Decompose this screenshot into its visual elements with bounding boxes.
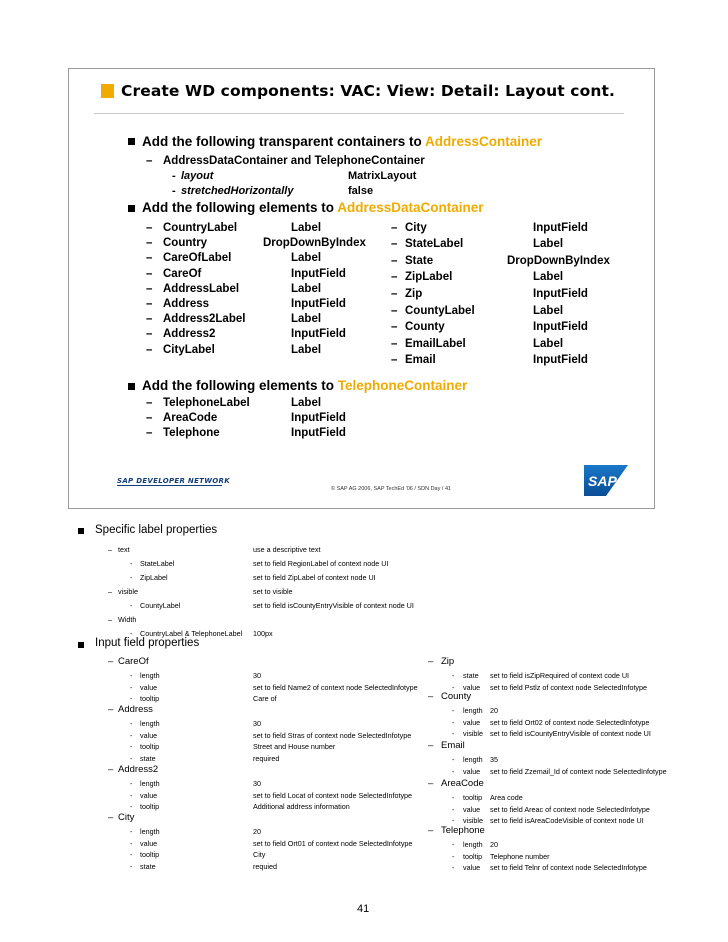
element-type: Label <box>533 238 564 250</box>
field-dash: – <box>108 656 114 667</box>
field-prop-value: 20 <box>253 827 261 836</box>
dash: – <box>146 155 153 167</box>
field-dash: – <box>428 740 434 751</box>
field-prop-value: set to field Locat of context node SelectedInfotype <box>253 790 413 800</box>
bullet-3-target: TelephoneContainer <box>337 378 468 393</box>
field-prop-value: set to field Ort02 of context node SelectedInfotype <box>490 717 650 727</box>
element-dash: – <box>391 305 398 317</box>
page-number: 41 <box>357 903 370 915</box>
field-prop-value: 30 <box>253 719 261 728</box>
bullet-3 <box>142 378 467 393</box>
sub-dash: - <box>452 804 455 814</box>
sub-dash: - <box>452 706 455 715</box>
field-name: Email <box>441 740 465 751</box>
sub-dash: - <box>130 601 133 610</box>
label-prop-key: visible <box>118 587 138 596</box>
element-type: Label <box>291 283 322 295</box>
element-name: State <box>405 255 434 267</box>
notes-bullet-square <box>78 642 84 648</box>
input-props-heading: Input field properties <box>95 637 200 649</box>
prop-name: stretchedHorizontally <box>181 185 294 197</box>
element-dash: – <box>146 222 153 234</box>
field-prop-key: length <box>140 719 160 728</box>
sap-logo <box>584 465 628 496</box>
sub-dash: - <box>130 559 133 568</box>
element-type: InputField <box>291 298 346 310</box>
field-prop-key: value <box>463 863 481 873</box>
field-prop-key: length <box>140 779 160 788</box>
element-dash: – <box>146 344 153 356</box>
field-prop-key: state <box>140 754 156 764</box>
label-prop-key: text <box>118 545 130 554</box>
element-name: AreaCode <box>163 412 218 424</box>
element-name: Address2Label <box>163 313 246 325</box>
bullet-2 <box>142 200 484 215</box>
field-prop-key: state <box>463 671 479 680</box>
field-prop-value: Additional address information <box>253 802 350 812</box>
element-type: InputField <box>291 427 346 439</box>
field-prop-key: value <box>140 682 158 692</box>
element-dash: – <box>391 238 398 250</box>
field-prop-key: tooltip <box>463 793 483 802</box>
field-dash: – <box>428 825 434 836</box>
field-name: Telephone <box>441 825 485 836</box>
bullet-square <box>128 205 135 212</box>
sub-dash: - <box>130 827 133 836</box>
element-name: CountryLabel <box>163 222 238 234</box>
field-name: City <box>118 812 135 823</box>
title-divider <box>94 113 624 114</box>
label-subprop-value: set to field isCountyEntryVisible of context node UI <box>253 601 414 610</box>
sap-logo-text: SAP <box>588 473 617 489</box>
field-prop-key: tooltip <box>463 851 483 861</box>
element-dash: – <box>146 427 153 439</box>
element-name: AddressLabel <box>163 283 240 295</box>
element-dash: – <box>391 354 398 366</box>
field-prop-value: set to field isCountyEntryVisible of context node UI <box>490 729 651 739</box>
element-type: InputField <box>291 268 346 280</box>
sub-dash: - <box>130 779 133 788</box>
prop-dash: – <box>108 545 112 554</box>
element-dash: – <box>146 412 153 424</box>
field-prop-key: length <box>140 827 160 836</box>
sub-dash: - <box>130 719 133 728</box>
bullet-1-sub: AddressDataContainer and TelephoneContainer <box>163 155 425 167</box>
bullet-square <box>128 383 135 390</box>
element-dash: – <box>146 313 153 325</box>
field-prop-key: value <box>140 790 158 800</box>
sub-dash: - <box>452 682 455 692</box>
slide-title: Create WD components: VAC: View: Detail: Layout cont. <box>121 82 615 100</box>
sub-dash: - <box>130 754 133 764</box>
element-type: InputField <box>533 321 588 333</box>
element-name: ZipLabel <box>405 271 453 283</box>
prop-value: MatrixLayout <box>348 170 417 182</box>
sub-dash: - <box>452 793 455 802</box>
field-prop-value: Area code <box>490 793 523 802</box>
sub-dash: - <box>130 682 133 692</box>
field-prop-key: length <box>463 706 483 715</box>
element-dash: – <box>146 252 153 264</box>
prop-dash: - <box>172 185 176 197</box>
element-dash: – <box>391 338 398 350</box>
sub-dash: - <box>130 671 133 680</box>
element-name: Country <box>163 237 208 249</box>
field-prop-value: set to field Ort01 of context node SelectedInfotype <box>253 838 413 848</box>
field-prop-key: visible <box>463 816 483 826</box>
element-name: CountyLabel <box>405 305 475 317</box>
field-prop-value: Telephone number <box>490 851 550 861</box>
field-name: AreaCode <box>441 778 484 789</box>
label-subprop-value: 100px <box>253 629 273 638</box>
element-type: Label <box>291 222 322 234</box>
bullet-2-target: AddressDataContainer <box>337 200 484 215</box>
field-prop-value: 30 <box>253 779 261 788</box>
sub-dash: - <box>130 790 133 800</box>
element-type: InputField <box>291 412 346 424</box>
field-prop-key: state <box>140 862 156 872</box>
field-prop-value: 35 <box>490 755 498 764</box>
label-prop-key: Width <box>118 615 137 624</box>
field-prop-value: set to field Stras of context node SelectedInfotype <box>253 730 412 740</box>
bullet-1-text: Add the following transparent containers to <box>142 134 426 149</box>
bullet-3-text: Add the following elements to <box>142 378 338 393</box>
label-prop-value: set to visible <box>253 587 293 596</box>
sdn-logo: SAP DEVELOPER NETWORK <box>117 477 230 485</box>
field-dash: – <box>108 764 114 775</box>
element-name: CareOfLabel <box>163 252 232 264</box>
field-name: CareOf <box>118 656 149 667</box>
bullet-square <box>128 138 135 145</box>
field-prop-key: tooltip <box>140 802 160 812</box>
field-prop-key: value <box>463 766 481 776</box>
field-prop-key: value <box>140 838 158 848</box>
field-prop-key: value <box>463 682 481 692</box>
field-prop-value: set to field Zzemail_Id of context node SelectedInfotype <box>490 766 667 776</box>
label-subprop-key: StateLabel <box>140 559 175 568</box>
field-prop-key: tooltip <box>140 850 160 860</box>
field-dash: – <box>108 704 114 715</box>
prop-dash: – <box>108 615 112 624</box>
sub-dash: - <box>452 766 455 776</box>
element-type: DropDownByIndex <box>507 255 610 267</box>
sub-dash: - <box>452 717 455 727</box>
field-prop-value: set to field isAreaCodeVisible of context node UI <box>490 816 644 826</box>
element-name: Telephone <box>163 427 220 439</box>
prop-dash: - <box>172 170 176 182</box>
element-name: Email <box>405 354 436 366</box>
prop-value: false <box>348 185 374 197</box>
field-prop-value: City <box>253 850 266 860</box>
field-prop-value: required <box>253 754 280 764</box>
label-subprop-value: set to field RegionLabel of context node UI <box>253 559 389 568</box>
field-prop-key: length <box>140 671 160 680</box>
label-subprop-key: CountyLabel <box>140 601 181 610</box>
element-name: CityLabel <box>163 344 215 356</box>
element-type: Label <box>291 252 322 264</box>
element-dash: – <box>146 298 153 310</box>
field-prop-value: Care of <box>253 694 277 704</box>
element-name: Zip <box>405 288 423 300</box>
label-props-heading: Specific label properties <box>95 524 218 536</box>
field-prop-key: visible <box>463 729 483 739</box>
slide-copyright: © SAP AG 2006, SAP TechEd '06 / SDN Day / 41 <box>331 486 452 492</box>
sub-dash: - <box>452 671 455 680</box>
sub-dash: - <box>130 694 133 704</box>
sub-dash: - <box>130 838 133 848</box>
element-type: InputField <box>291 328 346 340</box>
field-dash: – <box>428 778 434 789</box>
bullet-1 <box>142 134 542 149</box>
field-prop-key: tooltip <box>140 694 160 704</box>
field-prop-value: requied <box>253 862 277 872</box>
sub-dash: - <box>130 742 133 752</box>
field-prop-key: length <box>463 840 483 849</box>
element-dash: – <box>391 288 398 300</box>
element-name: City <box>405 222 427 234</box>
element-name: Address <box>163 298 210 310</box>
label-prop-value: use a descriptive text <box>253 545 321 554</box>
prop-dash: – <box>108 587 112 596</box>
sub-dash: - <box>130 850 133 860</box>
element-type: InputField <box>533 354 588 366</box>
field-prop-key: value <box>463 804 481 814</box>
element-name: Address2 <box>163 328 216 340</box>
sub-dash: - <box>452 840 455 849</box>
sub-dash: - <box>452 863 455 873</box>
sub-dash: - <box>452 816 455 826</box>
element-dash: – <box>391 271 398 283</box>
element-type: DropDownByIndex <box>263 237 366 249</box>
label-subprop-key: ZipLabel <box>140 573 168 582</box>
sub-dash: - <box>130 862 133 872</box>
element-name: County <box>405 321 445 333</box>
sdn-logo-underline <box>117 485 222 486</box>
field-dash: – <box>428 691 434 702</box>
element-type: Label <box>291 313 322 325</box>
element-type: Label <box>533 338 564 350</box>
element-name: StateLabel <box>405 238 464 250</box>
field-prop-value: Street and House number <box>253 742 336 752</box>
field-prop-value: 30 <box>253 671 261 680</box>
element-name: TelephoneLabel <box>163 397 250 409</box>
bullet-1-target: AddressContainer <box>425 134 543 149</box>
field-dash: – <box>108 812 114 823</box>
element-name: EmailLabel <box>405 338 466 350</box>
element-dash: – <box>391 321 398 333</box>
element-name: CareOf <box>163 268 202 280</box>
sub-dash: - <box>130 573 133 582</box>
element-dash: – <box>146 397 153 409</box>
element-dash: – <box>146 328 153 340</box>
element-type: Label <box>291 344 322 356</box>
field-prop-value: 20 <box>490 840 498 849</box>
field-prop-value: set to field Pstlz of context node SelectedInfotype <box>490 682 648 692</box>
element-dash: – <box>391 255 398 267</box>
field-prop-key: length <box>463 755 483 764</box>
element-type: InputField <box>533 288 588 300</box>
field-name: Address2 <box>118 764 159 775</box>
title-bullet-square <box>101 84 114 98</box>
element-dash: – <box>391 222 398 234</box>
field-name: Zip <box>441 656 455 667</box>
field-dash: – <box>428 656 434 667</box>
sub-dash: - <box>452 755 455 764</box>
sub-dash: - <box>130 730 133 740</box>
field-prop-value: set to field Areac of context node SelectedInfotype <box>490 804 650 814</box>
field-prop-key: value <box>463 717 481 727</box>
sub-dash: - <box>130 629 133 638</box>
field-prop-key: value <box>140 730 158 740</box>
label-subprop-key: CountryLabel & TelephoneLabel <box>140 629 243 638</box>
notes-bullet-square <box>78 528 84 534</box>
element-type: Label <box>533 305 564 317</box>
element-type: InputField <box>533 222 588 234</box>
field-name: County <box>441 691 472 702</box>
element-dash: – <box>146 237 153 249</box>
field-prop-value: set to field isZipRequired of context code UI <box>490 671 630 680</box>
element-type: Label <box>533 271 564 283</box>
field-name: Address <box>118 704 153 715</box>
element-dash: – <box>146 268 153 280</box>
bullet-2-text: Add the following elements to <box>142 200 338 215</box>
field-prop-value: 20 <box>490 706 498 715</box>
element-dash: – <box>146 283 153 295</box>
label-subprop-value: set to field ZipLabel of context node UI <box>253 573 376 582</box>
field-prop-key: tooltip <box>140 742 160 752</box>
prop-name: layout <box>181 170 214 182</box>
sub-dash: - <box>130 802 133 812</box>
sub-dash: - <box>452 729 455 739</box>
field-prop-value: set to field Telnr of context node SelectedInfotype <box>490 863 647 873</box>
element-type: Label <box>291 397 322 409</box>
field-prop-value: set to field Name2 of context node SelectedInfotype <box>253 682 418 692</box>
sub-dash: - <box>452 851 455 861</box>
